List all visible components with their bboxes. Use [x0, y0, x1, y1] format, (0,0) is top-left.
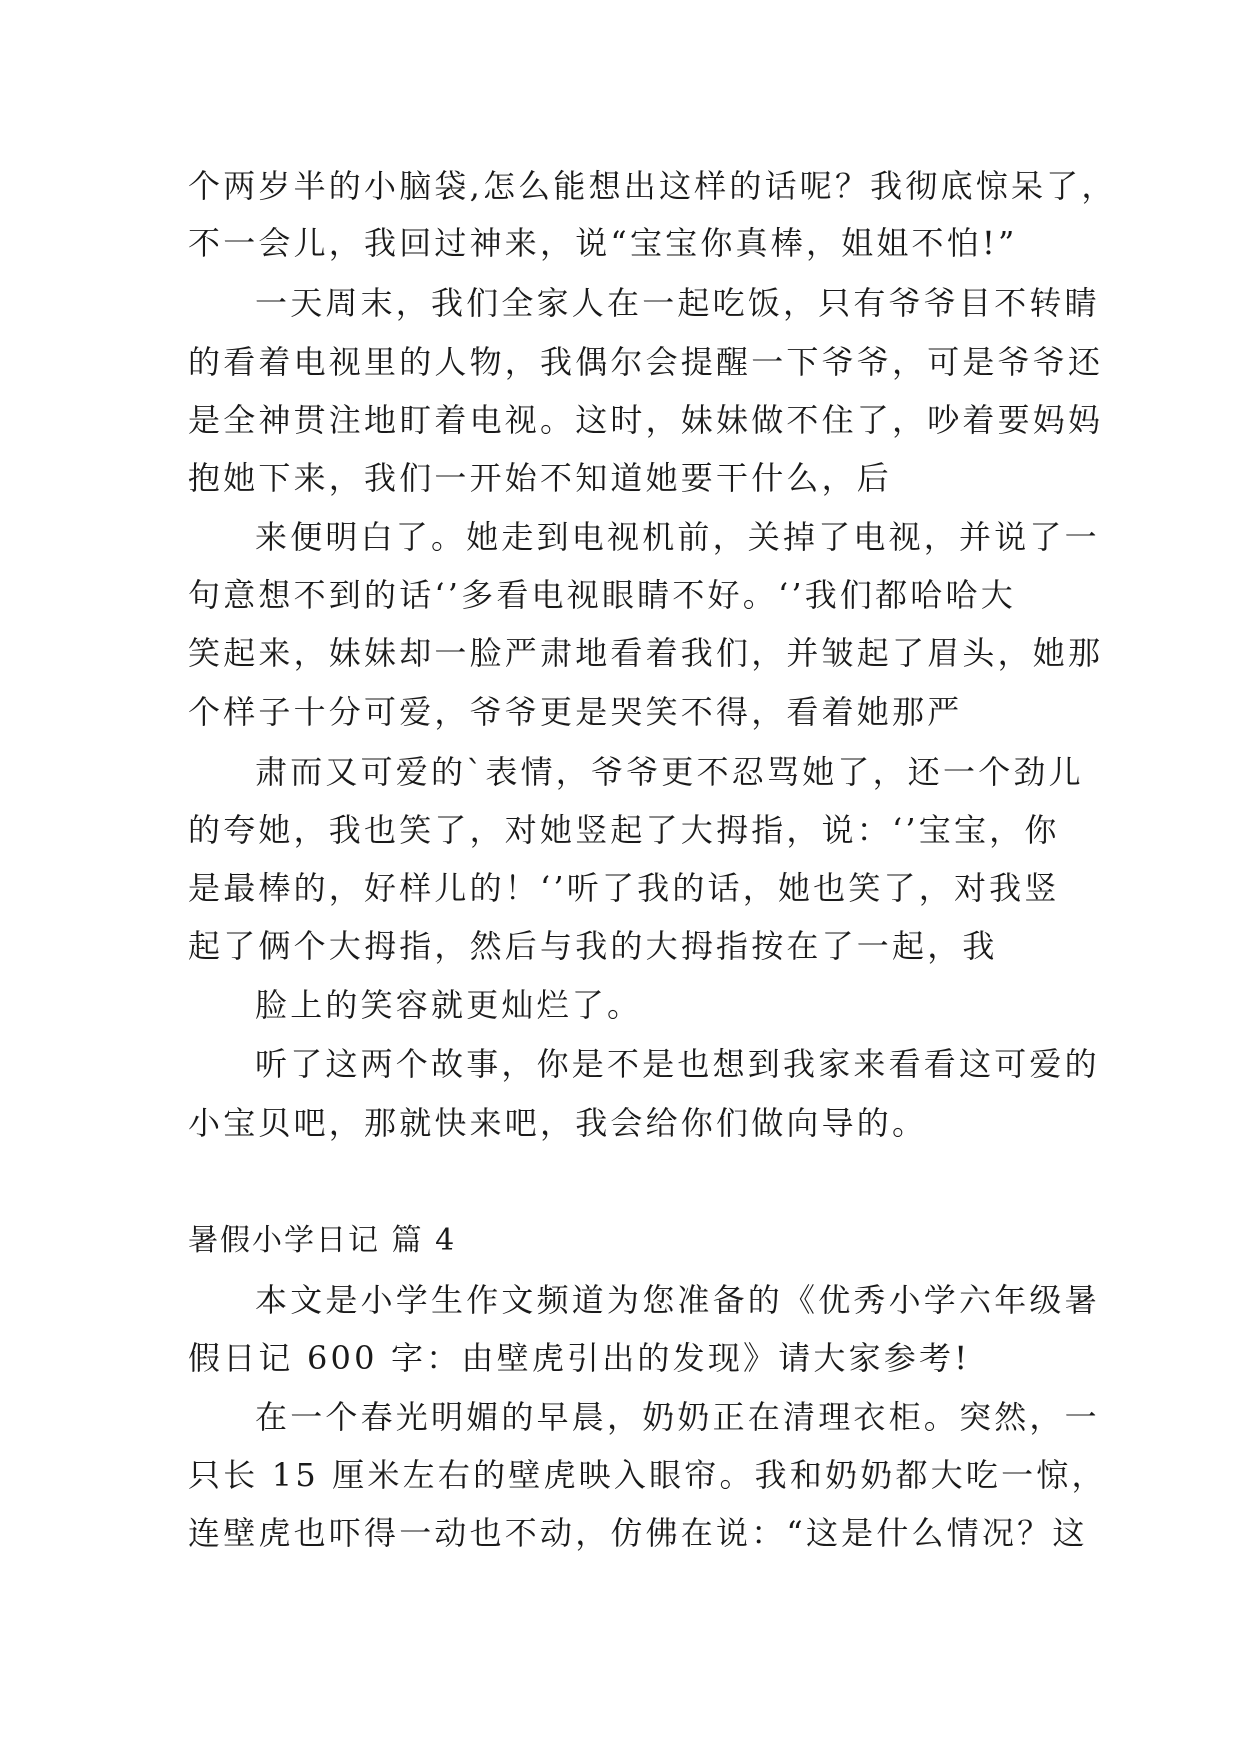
text-line: 只长 15 厘米左右的壁虎映入眼帘。我和奶奶都大吃一惊，	[188, 1456, 1107, 1494]
text-line: 不一会儿，我回过神来，说“宝宝你真棒，姐姐不怕!”	[188, 224, 1018, 262]
text-line: 是全神贯注地盯着电视。这时，妹妹做不住了，吵着要妈妈	[188, 401, 1104, 439]
text-line: 连壁虎也吓得一动也不动，仿佛在说：“这是什么情况？这	[188, 1514, 1088, 1552]
text-line: 句意想不到的话‘’多看电视眼睛不好。‘’我们都哈哈大	[188, 576, 1016, 614]
paragraph-start: 本文是小学生作文频道为您准备的《优秀小学六年级暑	[255, 1281, 1100, 1319]
section-heading: 暑假小学日记 篇 4	[188, 1223, 457, 1258]
text-line: 的看着电视里的人物，我偶尔会提醒一下爷爷，可是爷爷还	[188, 343, 1104, 381]
text-line: 是最棒的，好样儿的！‘’听了我的话，她也笑了，对我竖	[188, 869, 1060, 907]
text-line: 个两岁半的小脑袋,怎么能想出这样的话呢？我彻底惊呆了，	[188, 167, 1117, 205]
text-line: 假日记 600 字：由壁虎引出的发现》请大家参考!	[188, 1339, 971, 1377]
paragraph-start: 在一个春光明媚的早晨，奶奶正在清理衣柜。突然，一	[255, 1398, 1100, 1436]
text-line: 笑起来，妹妹却一脸严肃地看着我们，并皱起了眉头，她那	[188, 634, 1104, 672]
text-line: 起了俩个大拇指，然后与我的大拇指按在了一起，我	[188, 927, 998, 965]
text-line: 个样子十分可爱，爷爷更是哭笑不得，看着她那严	[188, 693, 963, 731]
text-line: 的夸她，我也笑了，对她竖起了大拇指，说：‘’宝宝，你	[188, 811, 1060, 849]
paragraph-start: 肃而又可爱的`表情，爷爷更不忍骂她了，还一个劲儿	[255, 753, 1084, 791]
paragraph-start: 一天周末，我们全家人在一起吃饭，只有爷爷目不转睛	[255, 284, 1100, 322]
paragraph-start: 来便明白了。她走到电视机前，关掉了电视，并说了一	[255, 518, 1100, 556]
text-line: 小宝贝吧，那就快来吧，我会给你们做向导的。	[188, 1104, 928, 1142]
paragraph-start: 听了这两个故事，你是不是也想到我家来看看这可爱的	[255, 1045, 1100, 1083]
paragraph-start: 脸上的笑容就更灿烂了。	[255, 986, 643, 1024]
text-line: 抱她下来，我们一开始不知道她要干什么，后	[188, 459, 893, 497]
